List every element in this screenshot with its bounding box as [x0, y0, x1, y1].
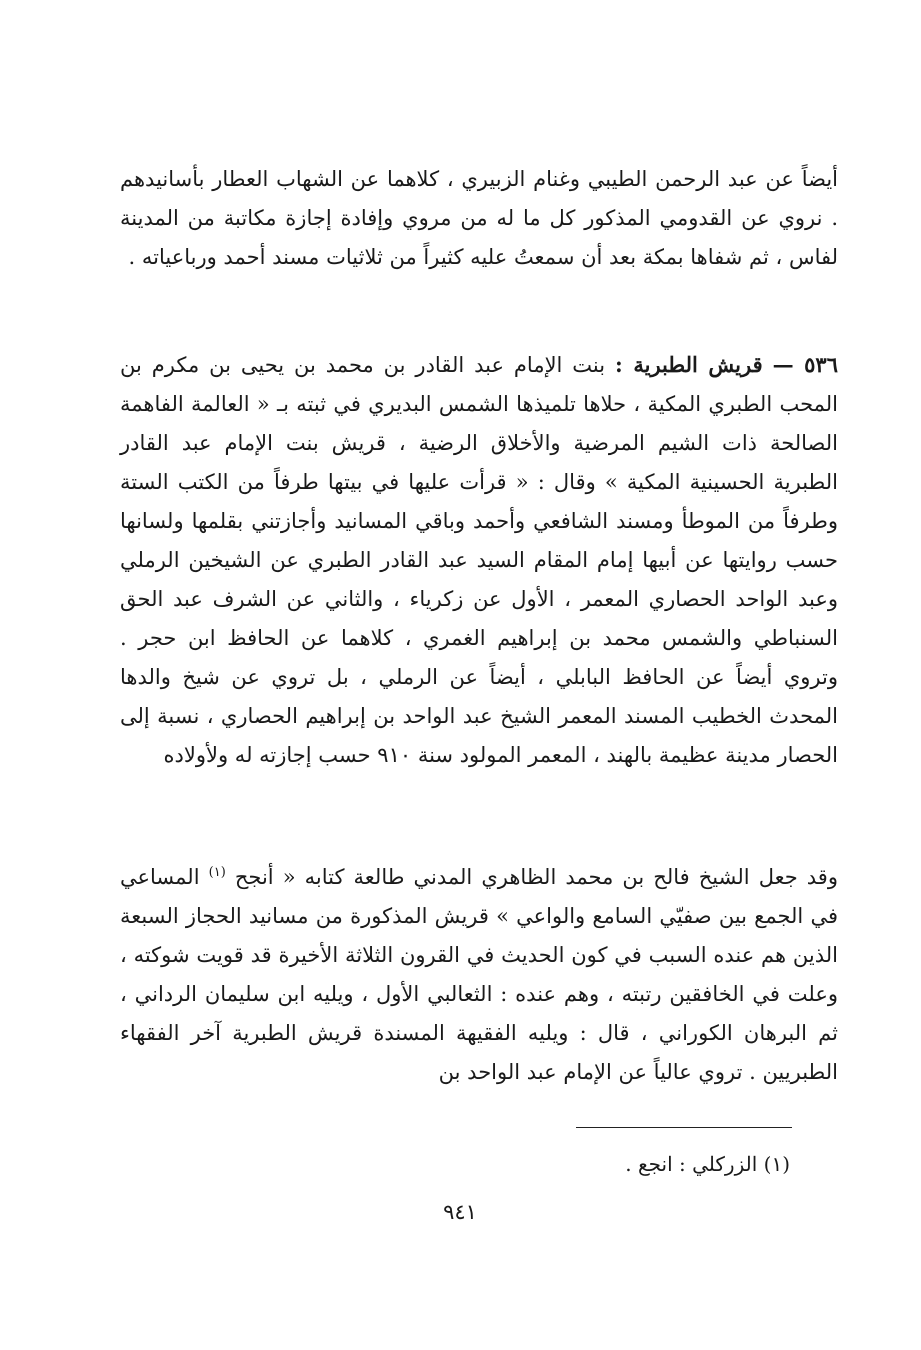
footnote-reference-mark: (١)	[208, 865, 226, 880]
third-paragraph-rest: المساعي في الجمع بين صفيّي السامع والواعي » قريش المذكورة من مسانيد الحجاز السبعة الذين هم عنده السبب في كون الحديث في القرون الثلاثة الأخيرة قد قويت شوكته ، وعلت في الخافقين رتبته ، وهم عنده : الثعالبي الأول ، ويليه ابن سليمان الرداني ، ثم البرهان الكوراني ، قال : ويليه الفقيهة المسندة قريش الطبرية آخر الفقهاء الطبريين . تروي عالياً عن الإمام عبد الواحد بن	[120, 865, 838, 1084]
paragraph-entry-536	[120, 345, 838, 775]
paragraph-falih-zahiri	[120, 858, 838, 1092]
page-number: ٩٤١	[443, 1200, 477, 1224]
entry-number: ٥٣٦ —	[772, 352, 838, 377]
third-paragraph-start: وقد جعل الشيخ فالح بن محمد الظاهري المدني طالعة كتابه « أنجح	[234, 865, 838, 889]
entry-body: بنت الإمام عبد القادر بن محمد بن يحيى بن مكرم بن المحب الطبري المكية ، حلاها تلميذها الشمس البديري في ثبته بـ « العالمة الفاهمة الصالحة ذات الشيم المرضية والأخلاق الرضية ، قريش بنت الإمام عبد القادر الطبرية الحسينية المكية » وقال : « قرأت عليها في بيتها طرفاً من الكتب الستة وطرفاً من الموطأ ومسند الشافعي وأحمد وباقي المسانيد وأجازتني بقلمها ولسانها حسب روايتها عن أبيها إمام المقام السيد عبد القادر الطبري عن الشيخين الرملي وعبد الواحد الحصاري المعمر ، الأول عن زكرياء ، والثاني عن الشرف عبد الحق السنباطي والشمس محمد بن إبراهيم الغمري ، كلاهما عن الحافظ ابن حجر . وتروي أيضاً عن الحافظ البابلي ، أيضاً عن الرملي ، بل تروي عن شيخ والدها المحدث الخطيب المسند المعمر الشيخ عبد الواحد بن إبراهيم الحصاري ، نسبة إلى الحصار مدينة عظيمة بالهند ، المعمر المولود سنة ٩١٠ حسب إجازته له ولأولاده	[120, 353, 839, 767]
paragraph-continuation	[120, 160, 838, 277]
footnote-text: (١) الزركلي : انجع .	[625, 1152, 790, 1176]
continuation-text: أيضاً عن عبد الرحمن الطيبي وغنام الزبيري ، كلاهما عن الشهاب العطار بأسانيدهم . نروي عن القدومي المذكور كل ما له من مروي وإفادة إجازة مكاتبة من المدينة لفاس ، ثم شفاها بمكة بعد أن سمعتُ عليه كثيراً من ثلاثيات مسند أحمد ورباعياته .	[120, 167, 838, 269]
footnote-separator-line	[576, 1127, 792, 1128]
entry-name: قريش الطبرية :	[615, 352, 763, 377]
footnote	[400, 1148, 790, 1180]
